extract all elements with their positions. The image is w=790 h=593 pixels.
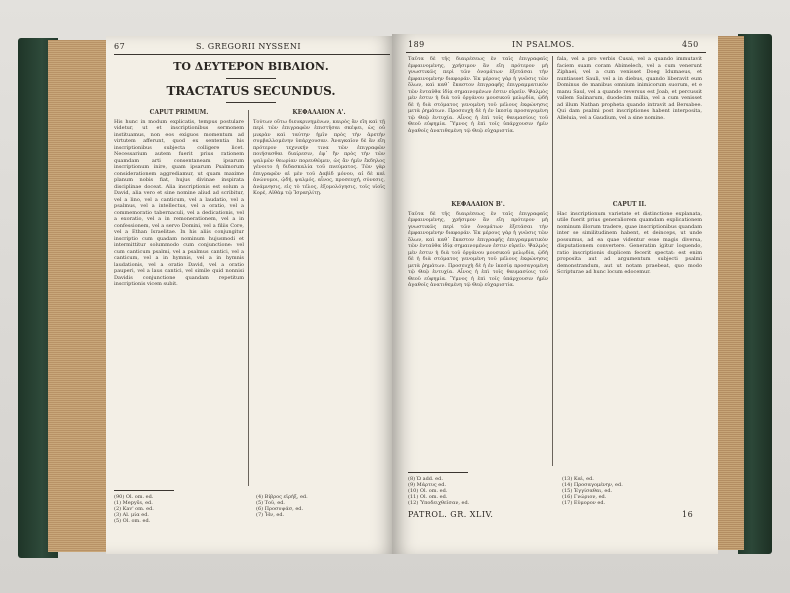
greek-column-top (408, 56, 548, 196)
page-edges-left (48, 40, 108, 552)
right-page (392, 34, 718, 554)
greek-text: Τούτων οὕτω διευκρινημένων, καιρὸς ἂν εἴη καὶ τῇ περὶ τῶν ἐπιγραφῶν ἐπιστῆσαι σκέψει, ὡς οὐ μικρὰν καὶ ταύτην ἡμῖν πρὸς τὴν ἀρετὴν συμβαλλομένην ὑπάρχουσαν. Ἀναγκαῖον δὲ ἂν εἴη πρότερον τεχνικήν τινα τῶν ἐπιγραφῶν ποιήσασθαι διαίρεσιν, ἐφ᾽ ἣν πρὸς τὴν τῶν ψαλμῶν θεωρίαν πορευθῶμεν, ὡς ἂν ἡμῖν ἔκδηλος γένοιτο ἡ διδασκαλία τοῦ πνεύματος. Τῶν γὰρ ἐπιγραφῶν αἱ μὲν τοῦ Δαβὶδ μόνου, αἱ δὲ καὶ ἀνώνυμοι, ᾠδή, ψαλμός, αἶνος, προσευχή, σύνεσις, ἀνάμνησις, εἰς τὸ τέλος, ἐξομολόγησις, τοῖς υἱοῖς Κορέ, Αἰθὰμ τῷ Ἰσραηλίτῃ. (253, 118, 385, 196)
latin-chapter-heading-2: CAPUT II. (612, 201, 647, 208)
footnote-rule-right (408, 472, 468, 473)
latin-column-bottom (557, 200, 702, 468)
greek-chapter-heading: ΚΕΦΑΛΑΙΟΝ Α'. (292, 109, 346, 116)
header-rule-right (406, 52, 706, 53)
latin-book-title: TRACTATUS SECUNDUS. (166, 84, 336, 98)
latin-column-top (557, 56, 702, 196)
footnote-rule (114, 490, 174, 491)
column-separator-right (552, 56, 553, 466)
left-footnotes-latin: (90) Ol. om. ed. (1) Mepyšs, ed. (2) Kav' om. ed. (3) Al. μία ed. (5) Ol. om. ed. (114, 494, 154, 524)
right-column-number-left: 189 (408, 40, 425, 49)
header-rule (114, 54, 390, 55)
right-page-number: 16 (682, 510, 694, 519)
signature-line: PATROL. GR. XLIV. (408, 510, 494, 519)
greek-text-bottom: Ταῦτα δὲ τῆς διαιρέσεως ἐν ταῖς ἐπιγραφαῖς ἐμφαινομένης, χρήσιμον ἂν εἴη πρότερον μὴ γνωστικῶς περὶ τῶν ὀνομάτων ἐξετάσαι τὴν ἐμφαινομένην διαφοράν. Ἐκ μέρους γὰρ ἡ γνῶσις τῶν ὅλων, καὶ καθ᾽ ἕκαστον ἐπιγραφῆς ἐπιγραμματικὸν τῶν ἐνταῦθα ἰδίᾳ σημαινομένων ἐστιν εὑρεῖν. Ψαλμὸς μέν ἐστιν ἡ διὰ τοῦ ὀργάνου μουσικοῦ μελῳδία, ᾠδὴ δὲ ἡ διὰ στόματος γενομένη τοῦ μέλους ἐκφώνησις μετὰ ῥημάτων. Προσευχὴ δὲ ἡ ἐν ἱκεσίᾳ προσαγομένη τῷ Θεῷ ἐντυχία. Αἶνος ἡ ἐπὶ τοῖς θαυμασίοις τοῦ Θεοῦ εὐφημία. Ὕμνος ἡ ἐπὶ τοῖς ὑπάρχουσιν ἡμῖν ἀγαθοῖς ἀνατιθεμένη τῷ Θεῷ εὐχαριστία. (408, 210, 548, 288)
title-divider-2 (226, 102, 276, 103)
greek-book-title: ΤΟ ΔΕΥΤΕΡΟΝ ΒΙΒΛΙΟΝ. (173, 60, 329, 73)
column-separator (248, 110, 249, 486)
left-footnotes-greek: (4) Βίβρος εἰρήξ, ed. (5) Τοῦ, ed. (6) Προσυψάσ, ed. (7) Ἦν, ed. (256, 494, 308, 518)
latin-text-top: fala, vel a pro verbis Cusai, vel a quando immutavit faciem suam coram Abimelech, vel a cum venerunt Ziphaei, vel a cum venisset Doeg Idumaeus, et nuntiasset Sauli, vel a in diebus, quando liberavit eum Dominus de manibus omnium inimicorum suorum, et e manu Saul, vel a quando reversus est Joab, et percussit vallem Salinarum, duodecim millia, vel a cum venisset ad illum Nathan propheta quando intravit ad Bersabee. Qui dam psalmi post inscriptiones habent interposita, Alleluia, vel a Gaudium, vel a sine nomine. (557, 56, 702, 121)
right-footnotes-greek: (8) Ὡ add. ed. (9) Μάρτυς ed. (10) Ol. om. ed. (11) Ol. om. ed. (12) Ὑποδειχθεῖσαν, ed. (408, 476, 470, 506)
latin-text: His hunc in modum explicatis, tempus postulare videtur, ut et inscriptionibus sermonem instituamus, non eos exiguos momentum ad virtutem afferunt, quod ex sententia his inscriptionibus subjecta colligere licet. Necessarium autem fuerit prius rationem quamdam arti consentaneam ipsarum inscriptionum inire, quam ipsarum Psalmorum considerationem aggrediamur, ut quam maxime planum nobis fiat, hujus divinae inspirata disciplinae doceat. Alia inscriptionis est solum a David, alia vero et sine nomine aliud ad scribitur, vel a lino, vel a canticum, vel a laudatio, vel a psalmus, vel a intellectus, vel a oratio, vel a commemoratio tabernaculi, vel a dedicationis, vel a exoratio, vel a in remonerationem, vel a in confessionem, vel a servo Domini, vel a filiis Core, vel a Ethan Israelitae. In his aliis conjungitur inscriptio cum quadam nominum hujusmodi et intermittitur solummodo cum conjunctione: vel cum canticum psalmi, vel a psalmus cantici, vel a canticum, vel a in hymnis, vel a in hymnis laudationis, vel a oratio David, vel a oratio pauperi, vel a laus cantici, vel simile quid nonnisi Davidis conjunctione quandam repetitum inscriptionis vicem subit. (114, 118, 244, 287)
right-column-number-right: 450 (682, 40, 699, 49)
right-footnotes-latin: (13) Καὶ, ed. (14) Προσαγομένην, ed. (15) Ἐγγίσαθαι, ed. (16) Γνώριον, ed. (17) Εὐμορον ed. (562, 476, 623, 506)
greek-column-bottom (408, 200, 548, 468)
left-page (106, 36, 396, 554)
greek-text-top: Ταῦτα δὲ τῆς διαιρέσεως ἐν ταῖς ἐπιγραφαῖς ἐμφαινομένης, χρήσιμον ἂν εἴη πρότερον μὴ γνωστικῶς περὶ τῶν ὀνομάτων ἐξετάσαι τὴν ἐμφαινομένην διαφοράν. Ἐκ μέρους γὰρ ἡ γνῶσις τῶν ὅλων, καὶ καθ᾽ ἕκαστον ἐπιγραφῆς ἐπιγραμματικὸν τῶν ἐνταῦθα ἰδίᾳ σημαινομένων ἐστιν εὑρεῖν. Ψαλμὸς μέν ἐστιν ἡ διὰ τοῦ ὀργάνου μουσικοῦ μελῳδία, ᾠδὴ δὲ ἡ διὰ στόματος γενομένη τοῦ μέλους ἐκφώνησις μετὰ ῥημάτων. Προσευχὴ δὲ ἡ ἐν ἱκεσίᾳ προσαγομένη τῷ Θεῷ ἐντυχία. Αἶνος ἡ ἐπὶ τοῖς θαυμασίοις τοῦ Θεοῦ εὐφημία. Ὕμνος ἡ ἐπὶ τοῖς ὑπάρχουσιν ἡμῖν ἀγαθοῖς ἀνατιθεμένη τῷ Θεῷ εὐχαριστία. (408, 56, 548, 134)
greek-column (253, 108, 385, 486)
left-page-number: 67 (114, 42, 126, 51)
latin-chapter-heading: CAPUT PRIMUM. (149, 109, 209, 116)
title-divider (226, 78, 276, 79)
latin-text-bottom: Hac inscriptionum varietate et distinctione explanata, utile fuerit prius generaliorem quamdam explicationem nominum illorum tradere, quae inscriptionibus quandam inter se similitudinem habent, et deinceps, ut unde possumus, ad ea quae videntur esse magis diversa, disputationem convertere. Generatim igitur loquendo, ratio inscriptionis duplicem fecerit spectat: est enim proposita aut ad argumentum subjecti psalmi demonstrandum, aut ut notam praebeat, quo modo Scripturae ad hunc locum edocemur. (557, 210, 702, 275)
left-running-head: S. GREGORII NYSSENI (196, 42, 301, 51)
page-edges-right (714, 36, 744, 550)
greek-chapter-heading-2: ΚΕΦΑΛΑΙΟΝ Β'. (451, 201, 505, 208)
latin-column (114, 108, 244, 486)
right-running-head: IN PSALMOS. (512, 40, 575, 49)
